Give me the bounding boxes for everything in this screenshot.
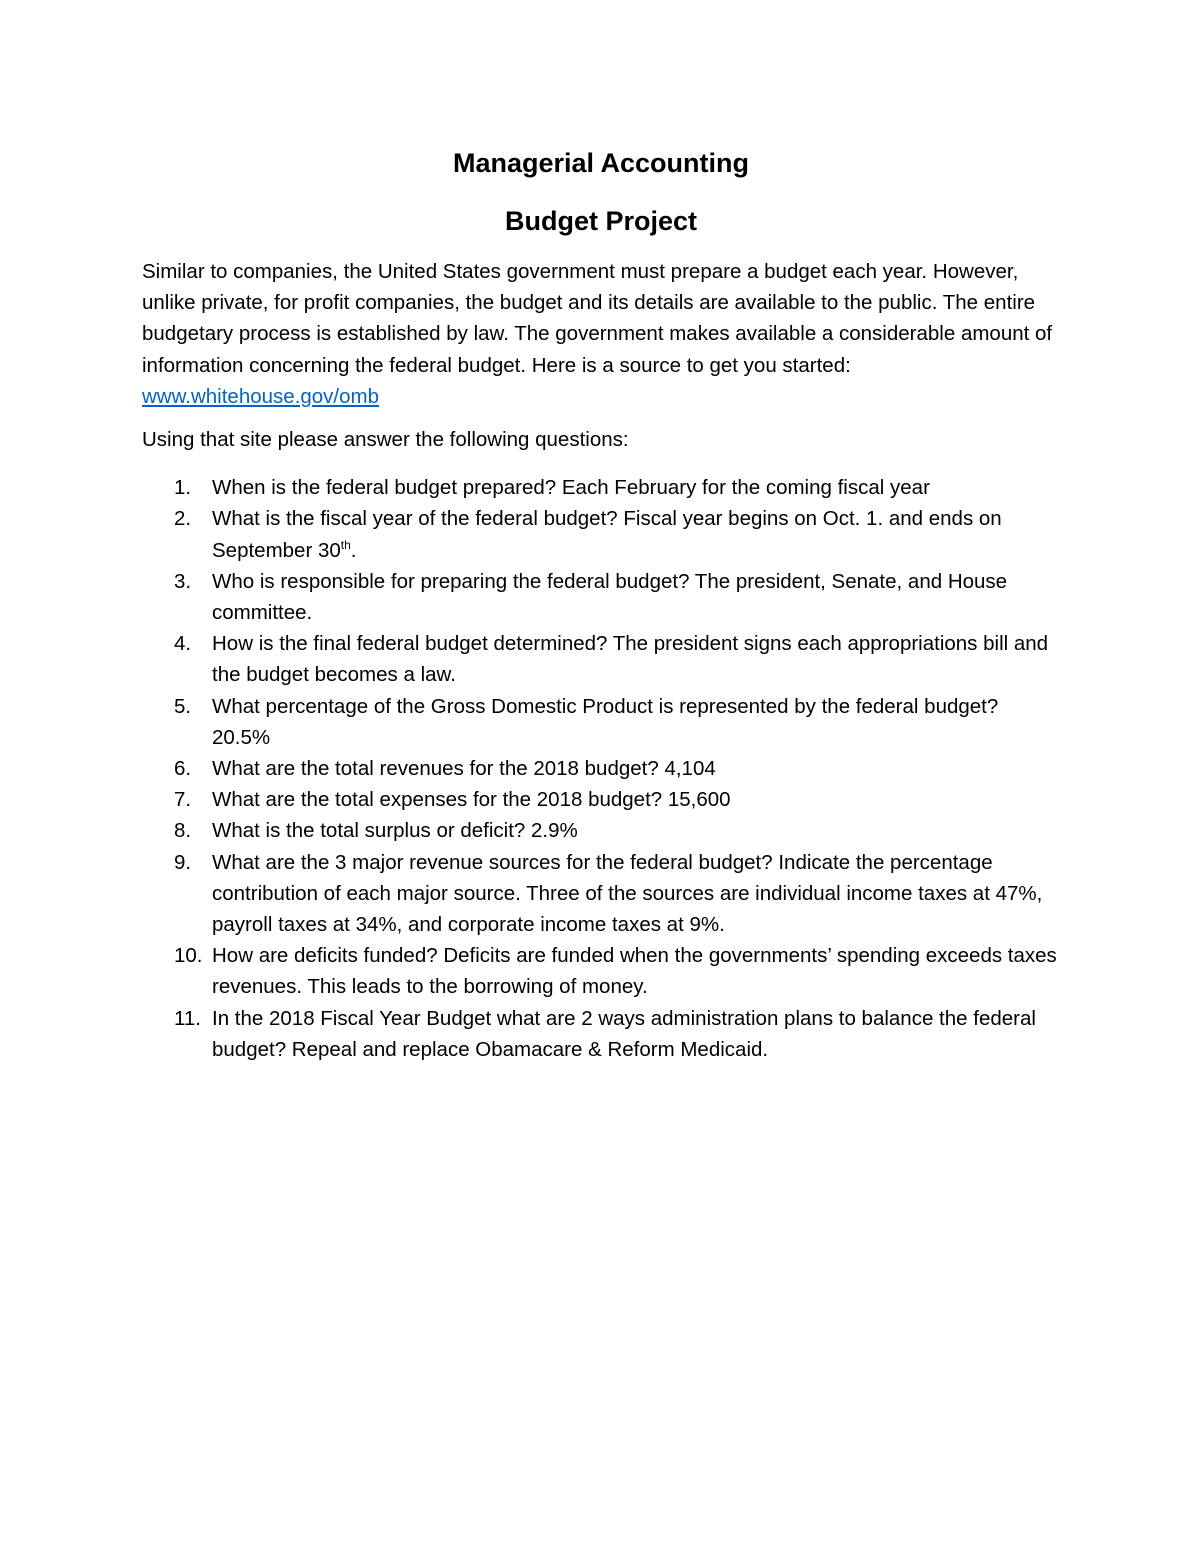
- intro-text: Similar to companies, the United States government must prepare a budget each year. However, unlike private, for profit companies, the budget and its details are available to the public. The entire budgetary process is established by law. The government makes available a considerable amount of information concerning the federal budget. Here is a source to get you started:: [142, 260, 1053, 377]
- list-item: [142, 566, 1062, 628]
- list-item-number: 1.: [174, 476, 192, 500]
- intro-paragraph: [142, 256, 1060, 412]
- list-item-number: 10.: [174, 944, 203, 968]
- omb-link[interactable]: www.whitehouse.gov/omb: [142, 384, 380, 408]
- list-item: [142, 472, 1062, 503]
- list-item: [142, 784, 1062, 815]
- superscript-suffix: th: [340, 537, 351, 552]
- list-item: [142, 847, 1062, 941]
- list-item-number: 4.: [174, 632, 192, 656]
- question-list: [142, 472, 1060, 1065]
- list-item-text: What are the total expenses for the 2018 budget? 15,600: [212, 788, 731, 812]
- list-item-text: What are the 3 major revenue sources for the federal budget? Indicate the percentage contribution of each major source. Three of the sources are individual income taxes at 47%, payroll taxes at 34%, and corporate income taxes at 9%.: [212, 850, 1043, 937]
- list-item-number: 3.: [174, 569, 192, 593]
- list-item-text: How are deficits funded? Deficits are funded when the governments’ spending exceeds taxes revenues. This leads to the borrowing of money.: [212, 944, 1057, 999]
- document-title: Managerial Accounting: [452, 148, 750, 178]
- document-subtitle: Budget Project: [504, 206, 698, 236]
- list-item-text: What is the total surplus or deficit? 2.9%: [212, 819, 578, 843]
- list-item-text: In the 2018 Fiscal Year Budget what are 2 ways administration plans to balance the federal budget? Repeal and replace Obamacare & Reform Medicaid.: [212, 1006, 1036, 1061]
- list-item-number: 11.: [174, 1006, 201, 1030]
- list-item-text: Who is responsible for preparing the federal budget? The president, Senate, and House committee.: [212, 569, 1008, 625]
- list-item: [142, 628, 1062, 690]
- list-item-text: How is the final federal budget determined? The president signs each appropriations bill and the budget becomes a law.: [212, 632, 1049, 687]
- list-item-number: 8.: [174, 819, 192, 843]
- list-item-number: 6.: [174, 757, 192, 781]
- list-item: [142, 940, 1062, 1002]
- list-item-number: 7.: [174, 788, 192, 812]
- list-item: [142, 691, 1062, 753]
- list-item-number: 9.: [174, 850, 192, 874]
- list-item: [142, 753, 1062, 784]
- list-item: [142, 503, 1062, 565]
- list-item-number: 2.: [174, 507, 192, 531]
- list-item-text: What are the total revenues for the 2018 budget? 4,104: [212, 757, 716, 781]
- list-item-text: What is the fiscal year of the federal budget? Fiscal year begins on Oct. 1. and ends on September 30: [212, 507, 1002, 562]
- list-item-text-end: .: [350, 538, 357, 562]
- list-item-number: 5.: [174, 694, 192, 718]
- list-item-text: When is the federal budget prepared? Each February for the coming fiscal year: [212, 476, 930, 500]
- list-item-text: What percentage of the Gross Domestic Product is represented by the federal budget? 20.5%: [212, 694, 999, 749]
- list-item: [142, 1003, 1062, 1065]
- lead-text: Using that site please answer the following questions:: [142, 428, 629, 452]
- list-item: [142, 815, 1062, 846]
